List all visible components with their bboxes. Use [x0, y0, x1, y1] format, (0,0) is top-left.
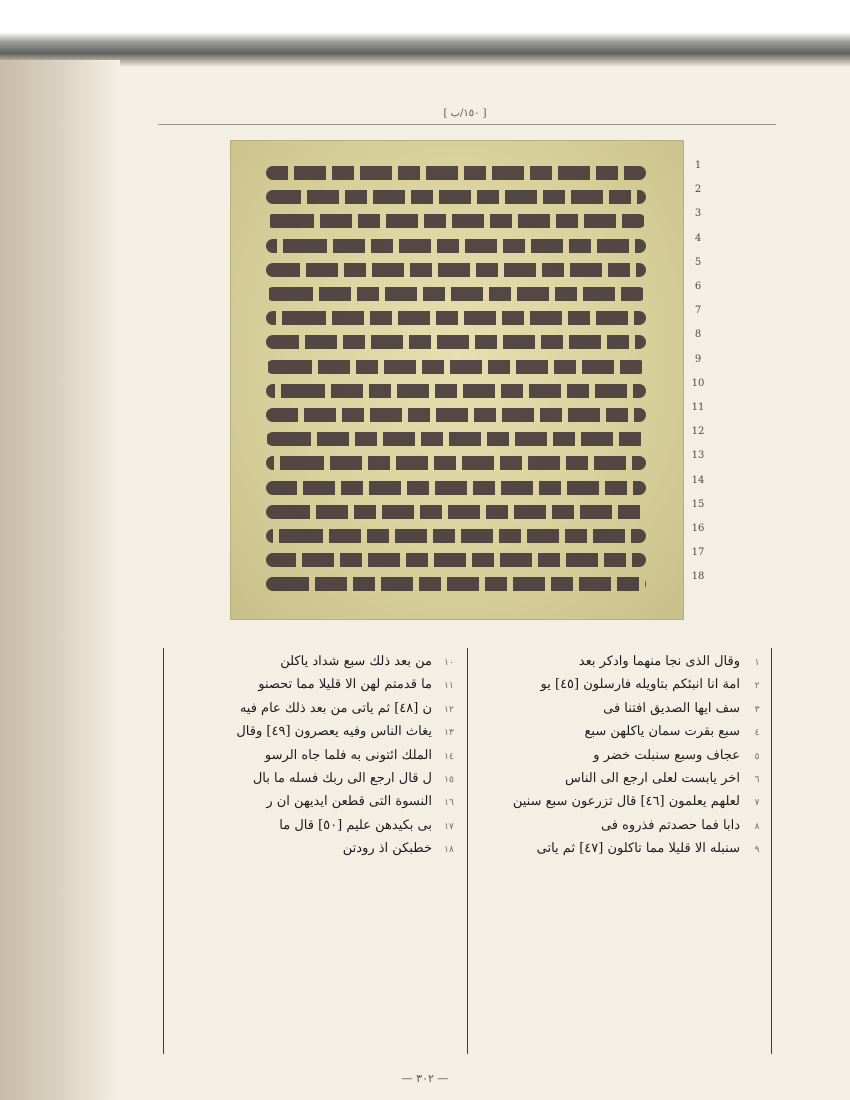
transcription-line — [172, 837, 460, 860]
transcription-line-number: ٩ — [754, 845, 760, 856]
manuscript-line-number: 15 — [691, 498, 705, 510]
transcription-line — [480, 673, 768, 696]
transcription-line — [480, 650, 768, 673]
column-rule-left — [163, 648, 164, 1054]
transcription-line-number: ١٢ — [444, 704, 454, 715]
transcription-line-number: ١١ — [444, 681, 454, 692]
transcription-line-number: ١ — [754, 658, 760, 668]
manuscript-script-line — [266, 311, 646, 325]
transcription-line-number: ١٧ — [444, 821, 454, 832]
photo-top-edge — [0, 0, 850, 54]
transcription-line-text: سف ايها الصديق افتنا فى — [603, 700, 740, 716]
transcription-line-text: اخر يابست لعلى ارجع الى الناس — [565, 770, 740, 786]
manuscript-script-line — [266, 190, 646, 204]
transcription-line-number: ١٠ — [444, 658, 454, 668]
transcription-line-text: ن [٤٨] ثم ياتى من بعد ذلك عام فيه — [239, 700, 432, 716]
transcription-line — [172, 767, 460, 790]
photo-top-shadow — [0, 54, 850, 66]
manuscript-script-line — [266, 287, 646, 301]
page-gutter-shadow — [0, 60, 120, 1100]
transcription-line-text: امة انا انبئكم بتاويله فارسلون [٤٥] يو — [540, 677, 740, 693]
transcription-line-text: النسوة التى قطعن ايديهن ان ر — [266, 794, 432, 810]
transcription-line-number: ١٥ — [444, 774, 454, 785]
manuscript-script-line — [266, 577, 646, 591]
manuscript-script-line — [266, 360, 646, 374]
transcription-column-left — [172, 650, 460, 861]
transcription-line-text: وقال الذى نجا منهما وادكر بعد — [578, 654, 740, 669]
transcription-line — [480, 767, 768, 790]
transcription-line-number: ١٨ — [444, 845, 454, 856]
transcription-line-number: ٧ — [754, 798, 760, 809]
manuscript-line-number: 1 — [694, 160, 702, 171]
transcription-line-text: سبع بقرت سمان ياكلهن سبع — [584, 724, 740, 740]
column-rule-middle — [467, 648, 468, 1054]
transcription-line-text: ل قال ارجع الى ربك فسله ما بال — [252, 770, 432, 786]
transcription-line — [172, 720, 460, 743]
transcription-line-number: ١٣ — [444, 728, 454, 739]
manuscript-line-number: 11 — [691, 402, 705, 413]
transcription-line-number: ٣ — [754, 704, 760, 715]
transcription-line — [172, 744, 460, 767]
transcription-line-number: ٦ — [754, 774, 760, 785]
header-rule — [158, 124, 776, 125]
manuscript-script-line — [266, 166, 646, 180]
transcription-line — [172, 790, 460, 813]
transcription-line — [480, 814, 768, 837]
manuscript-line-number: 4 — [694, 232, 702, 244]
manuscript-line-number: 9 — [694, 353, 702, 365]
manuscript-line-number: 3 — [694, 208, 702, 220]
transcription-line — [480, 744, 768, 767]
manuscript-script-line — [266, 263, 646, 277]
manuscript-image — [230, 140, 684, 620]
manuscript-line-number: 8 — [694, 329, 702, 341]
manuscript-script-line — [266, 239, 646, 253]
manuscript-line-number: 18 — [691, 571, 705, 583]
manuscript-line-number: 13 — [691, 450, 705, 462]
transcription-line — [480, 837, 768, 860]
transcription-line-number: ٢ — [754, 681, 760, 692]
transcription-line-text: بى بكيدهن عليم [٥٠] قال ما — [279, 817, 432, 833]
transcription-line — [480, 697, 768, 720]
manuscript-line-number: 14 — [691, 474, 705, 486]
manuscript-line-number: 10 — [691, 377, 705, 389]
transcription-line-text: يغاث الناس وفيه يعصرون [٤٩] وقال — [236, 724, 432, 740]
manuscript-script-line — [266, 214, 646, 228]
manuscript-line-number: 7 — [694, 305, 702, 317]
manuscript-script-line — [266, 335, 646, 349]
manuscript-script-line — [266, 505, 646, 519]
transcription-line-text: خطبكن اذ رودتن — [342, 841, 432, 857]
manuscript-script-line — [266, 432, 646, 446]
transcription-line — [172, 697, 460, 720]
transcription-line — [172, 814, 460, 837]
manuscript-script-line — [266, 481, 646, 495]
transcription-line — [172, 650, 460, 673]
manuscript-line-number: 2 — [694, 184, 702, 196]
folio-label: [ ١٥٠/ب ] — [443, 108, 487, 119]
transcription-line-number: ٥ — [754, 751, 760, 762]
transcription-line-text: لعلهم يعلمون [٤٦] قال تزرعون سبع سنين — [512, 794, 740, 810]
transcription-line — [480, 790, 768, 813]
manuscript-script-line — [266, 553, 646, 567]
manuscript-script-line — [266, 456, 646, 470]
transcription-line-text: سنبله الا قليلا مما تاكلون [٤٧] ثم ياتى — [536, 841, 740, 857]
manuscript-line-number: 6 — [694, 281, 702, 292]
transcription-line-text: الملك ائتونى به فلما جاه الرسو — [264, 747, 432, 763]
transcription-line-number: ١٤ — [444, 751, 454, 762]
transcription-line-text: ما قدمتم لهن الا قليلا مما تحصنو — [258, 677, 432, 693]
transcription-line-number: ٨ — [754, 821, 760, 832]
manuscript-script-line — [266, 408, 646, 422]
page-number: — ٣٠٢ — — [401, 1072, 449, 1085]
manuscript-line-number: 5 — [694, 256, 702, 268]
transcription-line — [480, 720, 768, 743]
manuscript-line-number: 12 — [691, 426, 705, 438]
manuscript-script-line — [266, 384, 646, 398]
transcription-line-text: عجاف وسبع سنبلت خضر و — [593, 747, 740, 763]
transcription-line-number: ٤ — [754, 728, 760, 739]
manuscript-line-number: 16 — [691, 523, 705, 534]
transcription-line-text: دابا فما حصدتم فذروه فى — [600, 817, 740, 833]
manuscript-script-line — [266, 529, 646, 543]
transcription-line-number: ١٦ — [444, 798, 454, 809]
manuscript-line-number: 17 — [691, 547, 705, 559]
transcription-column-right — [480, 650, 768, 861]
column-rule-right — [771, 648, 772, 1054]
transcription-line — [172, 673, 460, 696]
transcription-line-text: من بعد ذلك سبع شداد ياكلن — [280, 654, 432, 669]
